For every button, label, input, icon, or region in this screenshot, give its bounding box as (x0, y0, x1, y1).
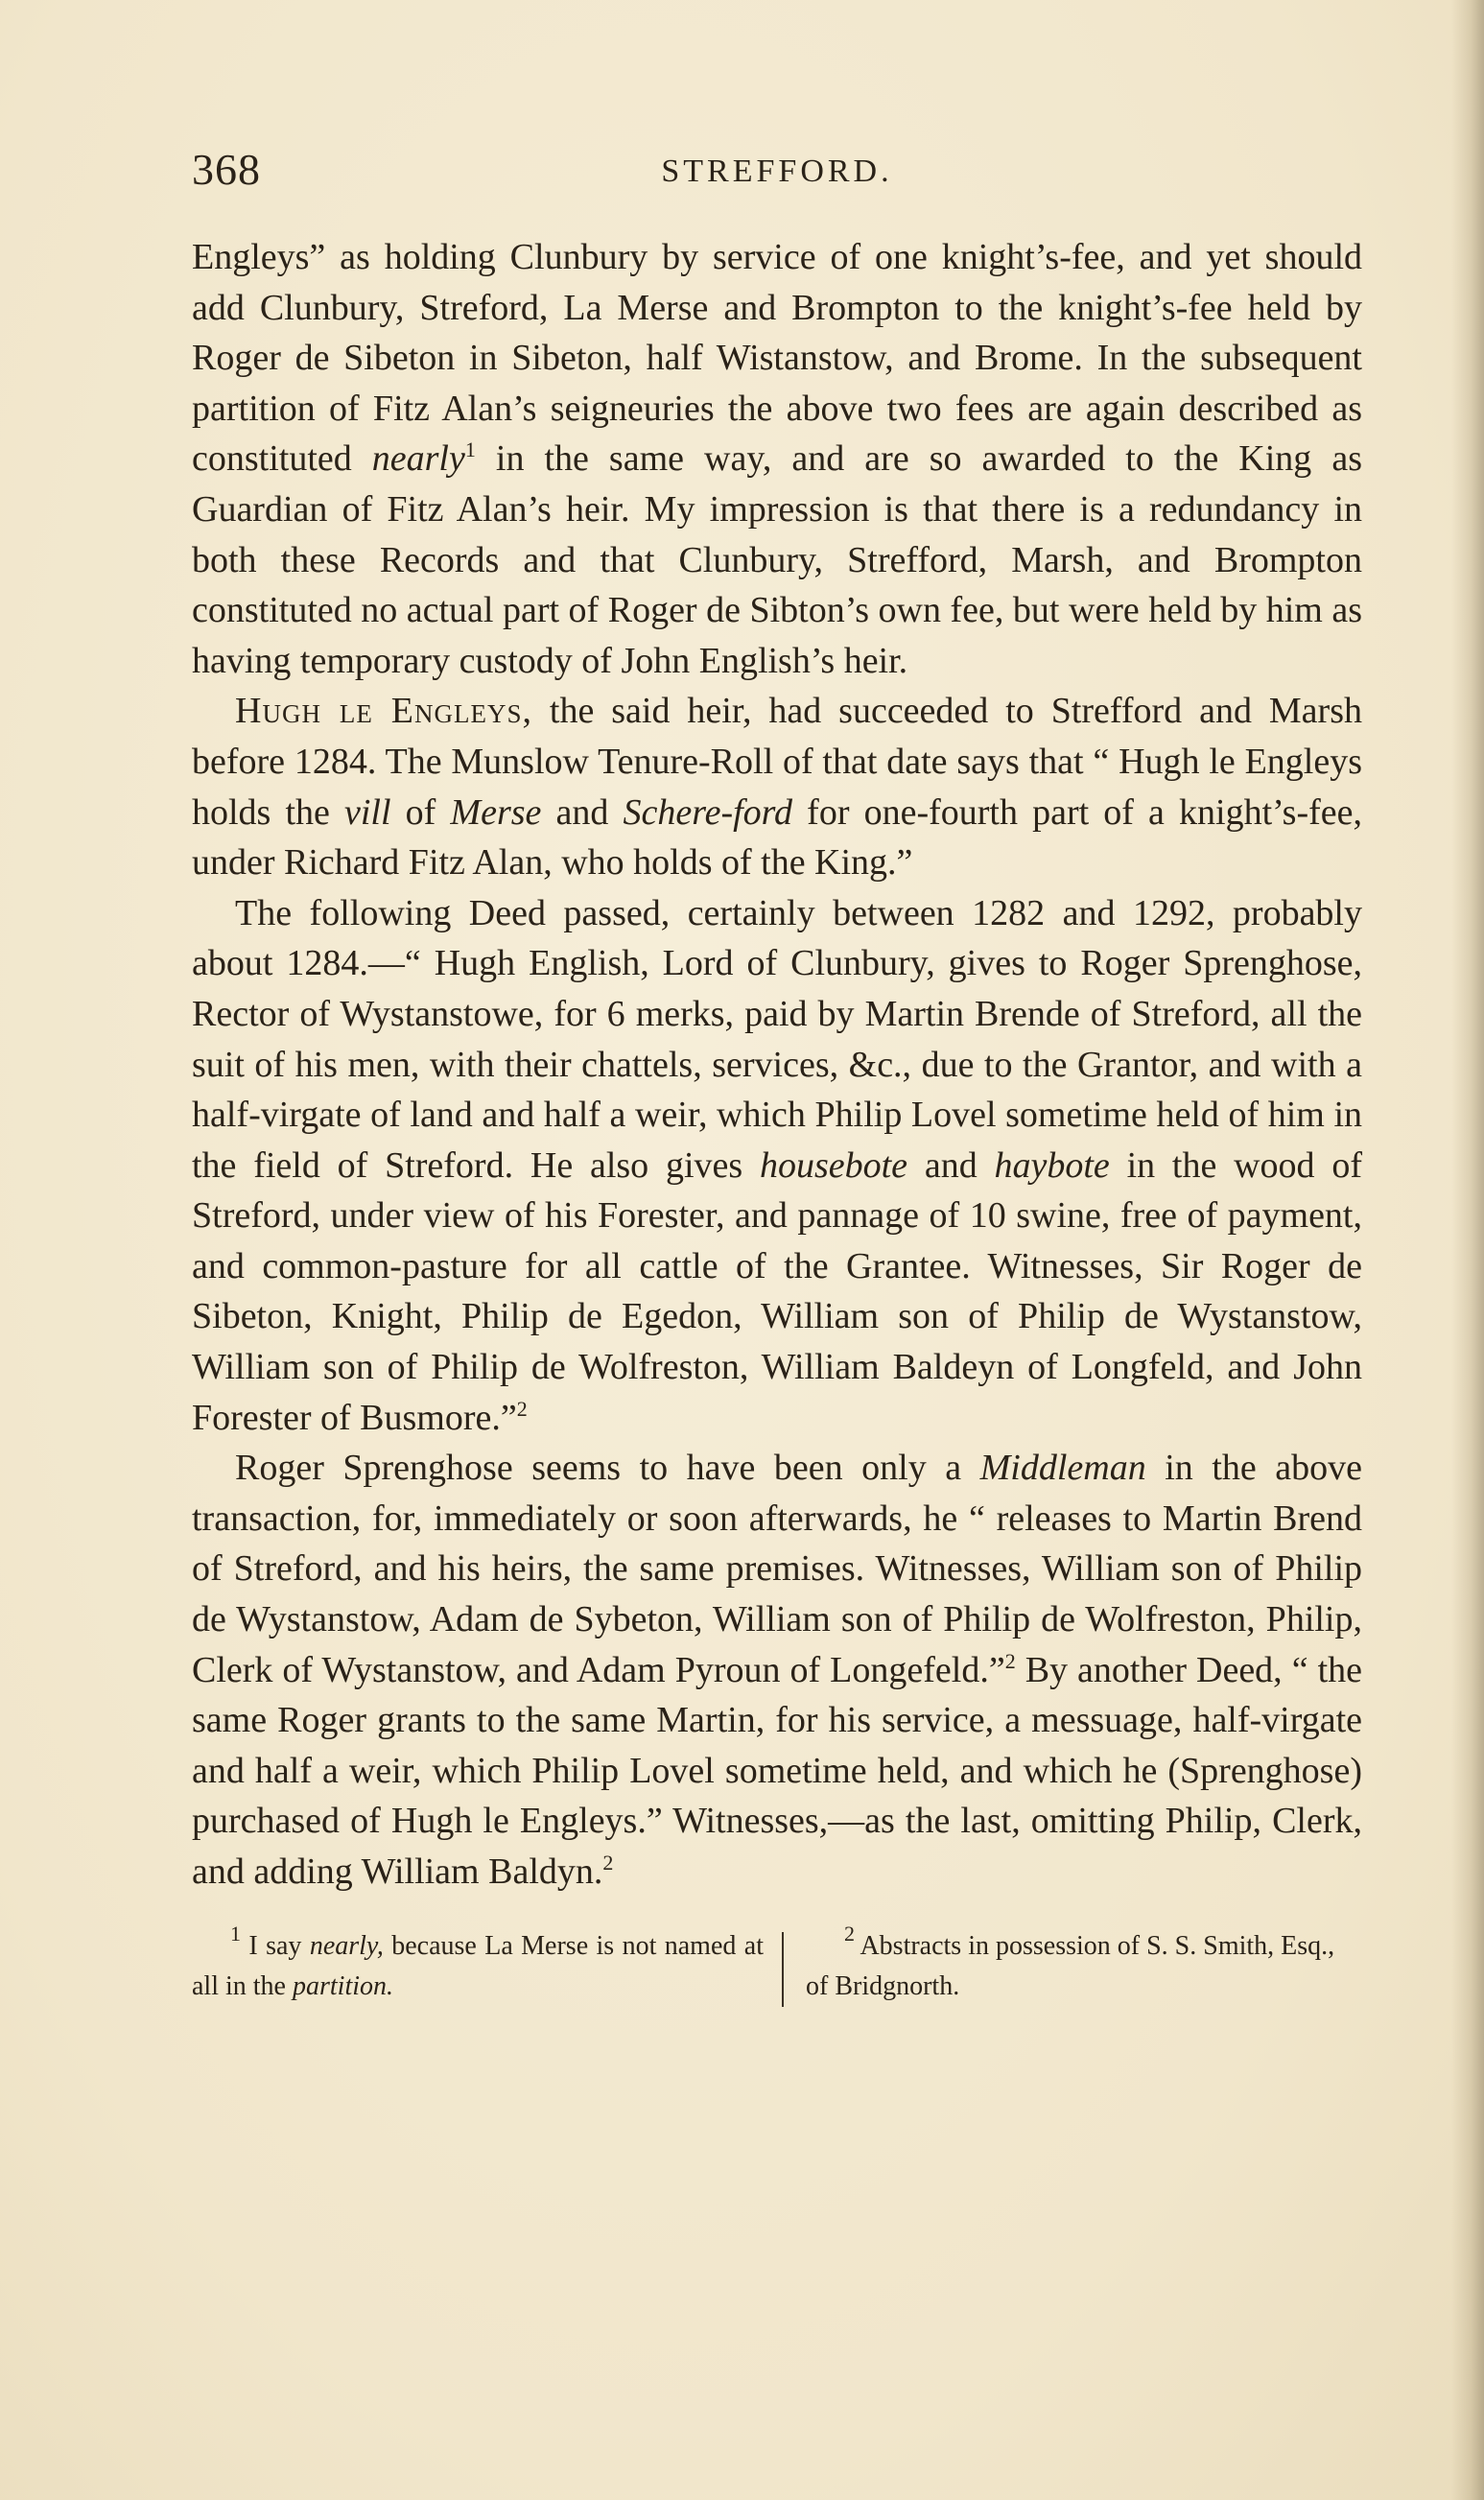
body-text (192, 232, 1362, 1898)
paragraph-1: Engleys” as holding Clunbury by service of one knight’s-fee, and yet should add Clunbury, Streford, La Merse and Brompton to the knight’s-fee held by Roger de Sibeton in Sibeton, half Wistanstow, and Brome. In the subsequent partition of Fitz Alan’s seigneuries the above two fees are again described as constituted nearly$^1$ in the same way, and are so awarded to the King as Guardian of Fitz Alan’s heir. My impression is that there is a redundancy in both these Records and that Clunbury, Strefford, Marsh, and Brompton constituted no actual part of Roger de Sibton’s own fee, but were held by him as having temporary custody of John English’s heir. (192, 237, 1362, 681)
footnotes (192, 1922, 1362, 2022)
footnote-divider (782, 1932, 784, 2007)
footnote-ref[interactable]: 1 (464, 437, 476, 462)
paragraph-4: Roger Sprenghose seems to have been only a Middleman in the above transaction, for, immediately or soon afterwards, he “ releases to Martin Brend of Streford, and his heirs, the same premises. Witnesses, William son of Philip de Wystanstow, Adam de Sybeton, William son of Philip de Wolfreston, Philip, Clerk of Wystanstow, and Adam Pyroun of Longefeld.”$^2$ By another Deed, “ the same Roger grants to the same Martin, for his service, a messuage, half-virgate and half a weir, which Philip Lovel sometime held, and which he (Sprenghose) purchased of Hugh le Engleys.” Witnesses,—as the last, omitting Philip, Clerk, and adding William Baldyn.$^2$ (192, 1448, 1362, 1892)
footnote-ref[interactable]: 2 (1004, 1648, 1016, 1673)
paragraph-3: The following Deed passed, certainly between 1282 and 1292, probably about 1284.—“ Hugh English, Lord of Clunbury, gives to Roger Sprenghose, Rector of Wystanstowe, for 6 merks, paid by Martin Brende of Streford, all the suit of his men, with their chattels, services, &c., due to the Grantor, and with a half-virgate of land and half a weir, which Philip Lovel sometime held of him in the field of Streford. He also gives housebote and haybote in the wood of Streford, under view of his Forester, and pannage of 10 swine, free of payment, and common-pasture for all cattle of the Grantee. Witnesses, Sir Roger de Sibeton, Knight, Philip de Egedon, William son of Philip de Wystanstow, William son of Philip de Wolfreston, William Baldeyn of Longfeld, and John Forester of Busmore.”$^2$ (192, 892, 1362, 1438)
running-head: STREFFORD. (661, 153, 893, 189)
footnote-1: $^1$ I say nearly, because La Merse is not named at all in the partition. (192, 1922, 764, 2001)
paragraph-2: Hugh le Engleys, the said heir, had succeeded to Strefford and Marsh before 1284. The Munslow Tenure-Roll of that date says that “ Hugh le Engleys holds the vill of Merse and Schere-ford for one-fourth part of a knight’s-fee, under Richard Fitz Alan, who holds of the King.” (192, 691, 1363, 884)
page-edge-shadow (1451, 0, 1484, 2500)
footnote-2: $^2$ Abstracts in possession of S. S. Smith, Esq., of Bridgnorth. (806, 1922, 1335, 2001)
footnote-ref[interactable]: 2 (602, 1851, 614, 1875)
page-header (192, 144, 1362, 201)
footnote-ref[interactable]: 2 (516, 1396, 528, 1421)
footnote-mark: 1 (230, 1922, 241, 1946)
page-number: 368 (192, 145, 261, 194)
footnote-mark: 2 (844, 1922, 855, 1946)
